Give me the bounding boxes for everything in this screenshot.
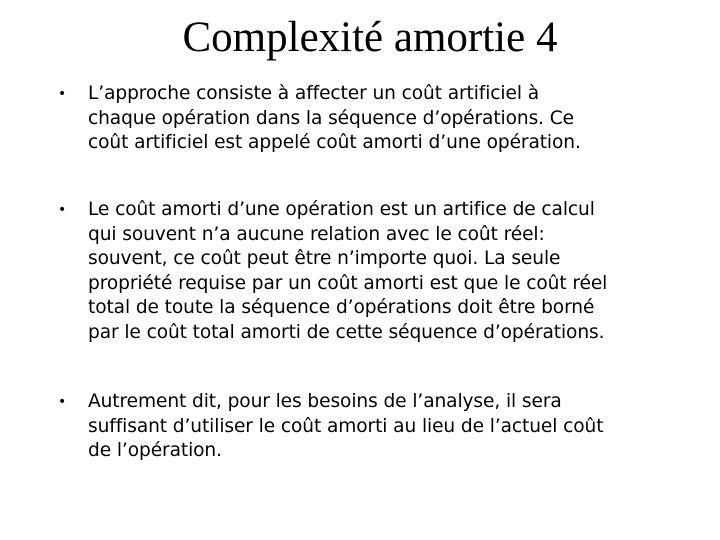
bullet-icon: • — [58, 202, 67, 218]
text-line: propriété requise par un coût amorti est que le coût réel — [88, 272, 608, 294]
text-line: Le coût amorti d’une opération est un artifice de calcul — [88, 199, 595, 220]
text-line: Autrement dit, pour les besoins de l’analyse, il sera — [88, 391, 562, 412]
text-line: souvent, ce coût peut être n’importe quoi. La seule — [88, 248, 561, 269]
bullet-text — [88, 82, 663, 156]
text-line: qui souvent n’a aucune relation avec le coût réel: — [88, 223, 545, 245]
text-line: chaque opération dans la séquence d’opérations. Ce — [88, 107, 575, 129]
text-line: suffisant d’utiliser le coût amorti au lieu de l’actuel coût — [88, 415, 604, 437]
bullet-text — [88, 198, 663, 345]
slide-title: Complexité amortie 4 — [182, 14, 558, 61]
bullet-icon: • — [58, 86, 67, 102]
bullet-text — [88, 390, 663, 464]
text-line: par le coût total amorti de cette séquence d’opérations. — [88, 321, 605, 343]
text-line: coût artificiel est appelé coût amorti d’une opération. — [88, 132, 581, 153]
bullet-icon: • — [58, 394, 67, 410]
text-line: de l’opération. — [88, 440, 222, 461]
text-line: total de toute la séquence d’opérations doit être borné — [88, 297, 595, 318]
text-line: L’approche consiste à affecter un coût artificiel à — [88, 83, 540, 104]
